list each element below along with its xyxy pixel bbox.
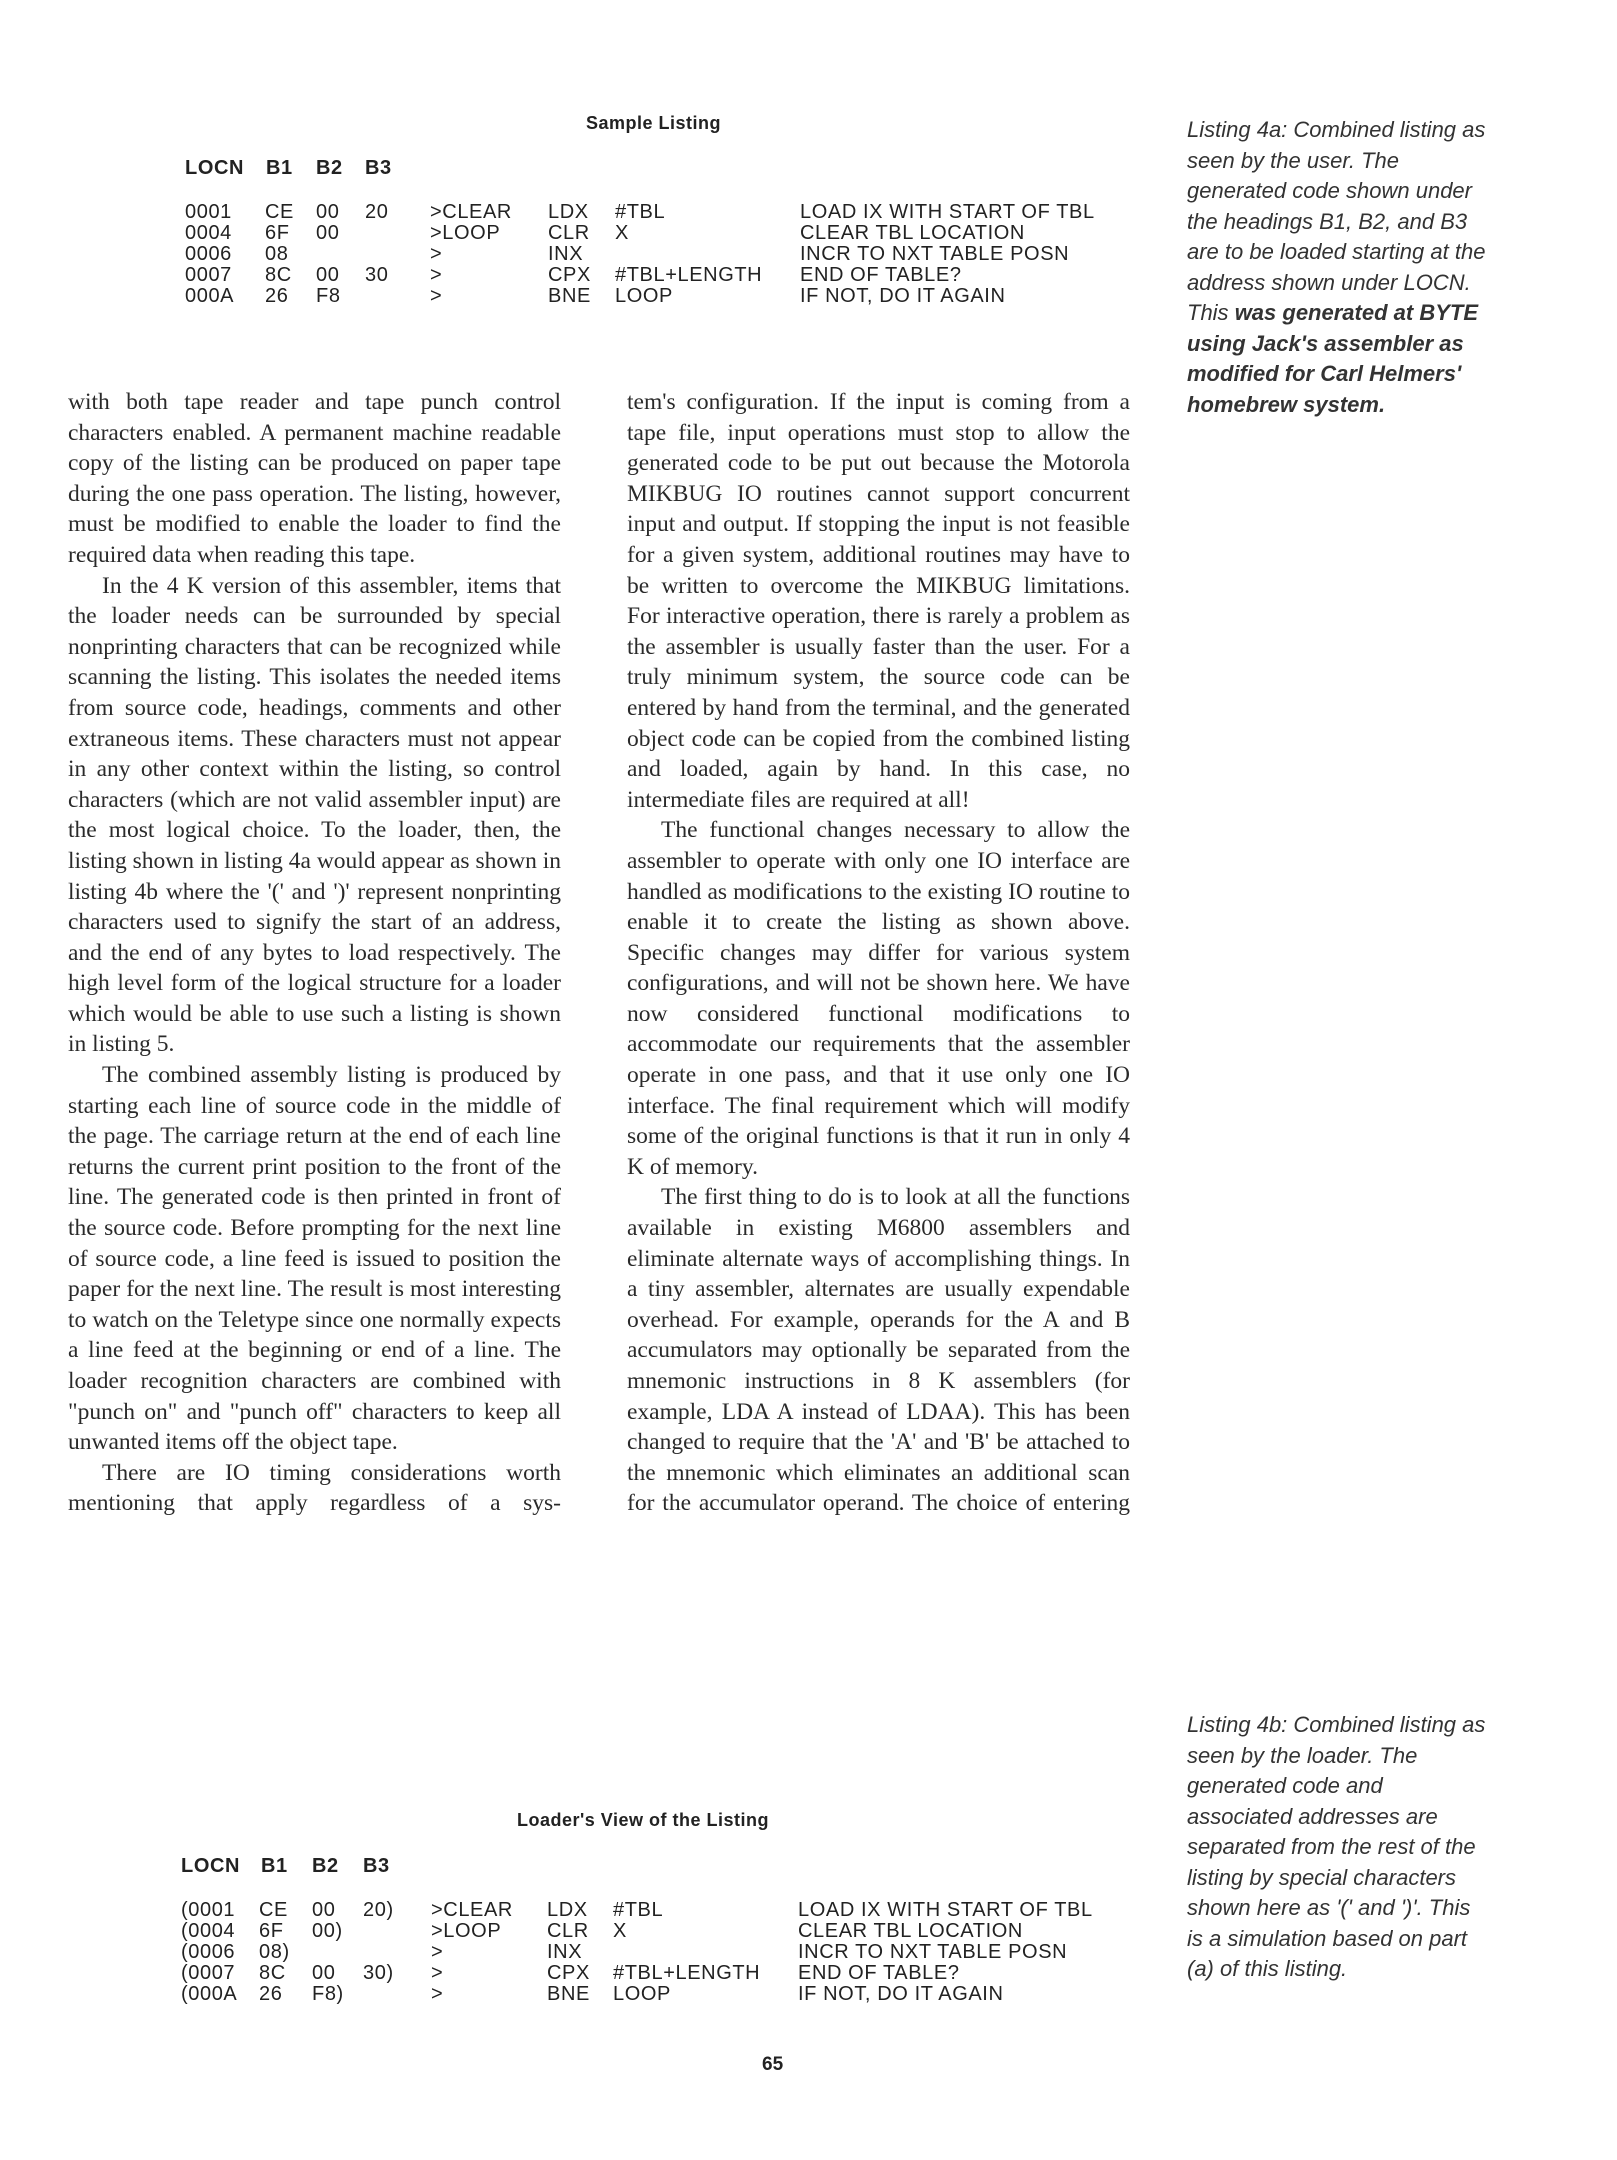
listing-row (185, 202, 1185, 223)
listing-b1: 6F (265, 222, 290, 244)
listing-label: > (431, 1941, 444, 1963)
listing-label: > (430, 264, 443, 286)
listing-b1: 26 (265, 285, 289, 307)
listing-b2: 00 (312, 1962, 336, 1984)
listing-row (185, 265, 1185, 286)
listing-row (185, 244, 1185, 265)
listing-locn: (0007 (181, 1962, 236, 1984)
listing-operand: #TBL (613, 1899, 664, 1921)
listing-locn: 0006 (185, 243, 232, 265)
listing-b (181, 1856, 1181, 2016)
listing-label: >CLEAR (431, 1899, 513, 1921)
paragraph: In the 4 K version of this assembler, items that the loader needs can be surrounded by special nonprinting characters that can be recognized while scanning the listing. This isolates the needed items from source code, headings, comments and other extraneous items. These characters must not appear in any other context within the listing, so control characters (which are not valid assembler input) are the most logical choice. To the loader, then, the listing shown in listing 4a would appear as shown in listing 4b where the '(' and ')' represent nonprinting characters used to signify the start of an address, and the end of any bytes to load respectively. The high level form of the logical structure for a loader which would be able to use such a listing is shown in listing 5. (68, 572, 561, 1058)
paragraph: The combined assembly listing is produced by starting each line of source code in the middle of the page. The carriage return at the end of each line returns the current print position to the front of the line. The generated code is then printed in front of the source code. Before prompting for the next line of source code, a line feed is issued to position the paper for the next line. The result is most interesting to watch on the Teletype since one normally expects a line feed at the beginning or end of a line. The loader recognition characters are combined with "punch on" and "punch off" characters to keep all unwanted items off the object tape. (68, 1062, 561, 1456)
header-b2: B2 (312, 1855, 339, 1877)
listing-b1: 08 (265, 243, 289, 265)
listing-b1: CE (259, 1899, 288, 1921)
listing-operand: #TBL+LENGTH (615, 264, 763, 286)
listing-b1: 8C (259, 1962, 286, 1984)
listing-operand: X (613, 1920, 627, 1942)
paragraph: tem's configuration. If the input is coming from a tape file, input operations must stop to allow the generated code to be put out because the Motorola MIKBUG IO routines cannot support concurrent input and output. If stopping the input is not feasible for a given system, additional routines may have to be written to overcome the MIKBUG limitations. For interactive operation, there is rarely a problem as the assembler is usually faster than the user. For a truly minimum system, the source code can be entered by hand from the terminal, and the generated object code can be copied from the combined listing and loaded, again by hand. In this case, no intermediate files are required at all! (627, 389, 1130, 813)
listing-b1: 08) (259, 1941, 290, 1963)
listing-a (185, 158, 1185, 318)
listing-operand: #TBL+LENGTH (613, 1962, 761, 1984)
paragraph: The functional changes necessary to allow the assembler to operate with only one IO interface are handled as modifications to the existing IO routine to enable it to create the listing as shown above. Specific changes may differ for various system configurations, and will not be shown here. We have now considered functional modifications to accommodate our requirements that the assembler operate in one pass, and that it use only one IO interface. The final requirement which will modify some of the original functions is that it run in only 4 K of memory. (627, 817, 1130, 1180)
listing-label: > (430, 285, 443, 307)
body-column-left (68, 387, 561, 1519)
listing-op: LDX (548, 201, 589, 223)
listing-operand: LOOP (613, 1983, 671, 2005)
listing-b1: CE (265, 201, 294, 223)
header-b3: B3 (363, 1855, 390, 1877)
listing-b3: 20) (363, 1899, 394, 1921)
paragraph: with both tape reader and tape punch control characters enabled. A permanent machine readable copy of the listing can be produced on paper tape during the one pass operation. The listing, however, must be modified to enable the loader to find the required data when reading this tape. (68, 389, 561, 568)
listing-a-title: Sample Listing (586, 113, 722, 133)
listing-b2: 00 (316, 201, 340, 223)
listing-b-title: Loader's View of the Listing (517, 1810, 769, 1830)
listing-comment: CLEAR TBL LOCATION (798, 1920, 1023, 1942)
listing-comment: CLEAR TBL LOCATION (800, 222, 1025, 244)
listing-b3: 30 (365, 264, 389, 286)
listing-b2: 00 (316, 222, 340, 244)
header-locn: LOCN (185, 157, 245, 179)
body-column-right (627, 387, 1130, 1519)
listing-b2: F8 (316, 285, 341, 307)
listing-locn: 0007 (185, 264, 232, 286)
header-b2: B2 (316, 157, 343, 179)
listing-op: BNE (548, 285, 591, 307)
listing-operand: X (615, 222, 629, 244)
listing-row (181, 1921, 1181, 1942)
caption-4b-text: Listing 4b: Combined listing as seen by the loader. The generated code and associated addresses are separated from the rest of the listing by special characters shown here as '(' and ')'. This is a simulation based on part (a) of this listing. (1187, 1712, 1486, 1981)
listing-row (185, 223, 1185, 244)
paragraph: There are IO timing considerations worth mentioning that apply regardless of a sys- (68, 1459, 561, 1517)
listing-op: CLR (547, 1920, 589, 1942)
listing-b1: 6F (259, 1920, 284, 1942)
listing-comment: END OF TABLE? (798, 1962, 960, 1984)
listing-row (185, 286, 1185, 307)
listing-comment: LOAD IX WITH START OF TBL (798, 1899, 1093, 1921)
listing-comment: END OF TABLE? (800, 264, 962, 286)
listing-label: > (430, 243, 443, 265)
paragraph: The first thing to do is to look at all the functions available in existing M6800 assemblers and eliminate alternate ways of accomplishing things. In a tiny assembler, alternates are usually expendable overhead. For example, operands for the A and B accumulators may optionally be separated from the mnemonic instructions in 8 K assemblers (for example, LDA A instead of LDAA). This has been changed to require that the 'A' and 'B' be attached to the mnemonic which eliminates an additional scan for the accumulator operand. The choice of entering (627, 1184, 1130, 1517)
listing-comment: INCR TO NXT TABLE POSN (798, 1941, 1068, 1963)
listing-op: CPX (548, 264, 591, 286)
listing-label: > (431, 1962, 444, 1984)
listing-op: CPX (547, 1962, 590, 1984)
listing-comment: IF NOT, DO IT AGAIN (798, 1983, 1004, 2005)
listing-row (181, 1963, 1181, 1984)
listing-locn: (0004 (181, 1920, 236, 1942)
listing-locn: 0004 (185, 222, 232, 244)
listing-row (181, 1900, 1181, 1921)
caption-listing-4b (1187, 1710, 1492, 1985)
listing-comment: INCR TO NXT TABLE POSN (800, 243, 1070, 265)
listing-locn: 0001 (185, 201, 232, 223)
listing-op: INX (547, 1941, 583, 1963)
header-b3: B3 (365, 157, 392, 179)
header-b1: B1 (261, 1855, 288, 1877)
caption-4a-text: Listing 4a: Combined listing as seen by the user. The generated code shown under the headings B1, B2, and B3 are to be loaded starting at the address shown under LOCN. This (1187, 117, 1486, 325)
listing-comment: LOAD IX WITH START OF TBL (800, 201, 1095, 223)
caption-listing-4a (1187, 115, 1487, 420)
listing-b1: 26 (259, 1983, 283, 2005)
listing-label: > (431, 1983, 444, 2005)
page-number: 65 (762, 2054, 784, 2075)
header-locn: LOCN (181, 1855, 241, 1877)
listing-op: CLR (548, 222, 590, 244)
listing-b2: 00 (312, 1899, 336, 1921)
listing-b2: 00) (312, 1920, 343, 1942)
listing-b1: 8C (265, 264, 292, 286)
listing-b3: 30) (363, 1962, 394, 1984)
header-b1: B1 (266, 157, 293, 179)
listing-label: >LOOP (431, 1920, 502, 1942)
caption-4a-bold-text: was generated at BYTE using Jack's assembler as modified for Carl Helmers' homebrew system. (1187, 300, 1478, 417)
listing-label: >LOOP (430, 222, 501, 244)
listing-locn: (0006 (181, 1941, 236, 1963)
listing-b2: F8) (312, 1983, 344, 2005)
listing-locn: 000A (185, 285, 235, 307)
listing-op: LDX (547, 1899, 588, 1921)
listing-b2: 00 (316, 264, 340, 286)
listing-op: INX (548, 243, 584, 265)
listing-op: BNE (547, 1983, 590, 2005)
listing-row (181, 1984, 1181, 2005)
listing-label: >CLEAR (430, 201, 512, 223)
listing-operand: #TBL (615, 201, 666, 223)
listing-operand: LOOP (615, 285, 673, 307)
listing-comment: IF NOT, DO IT AGAIN (800, 285, 1006, 307)
listing-locn: (000A (181, 1983, 238, 2005)
listing-b3: 20 (365, 201, 389, 223)
listing-locn: (0001 (181, 1899, 236, 1921)
listing-row (181, 1942, 1181, 1963)
